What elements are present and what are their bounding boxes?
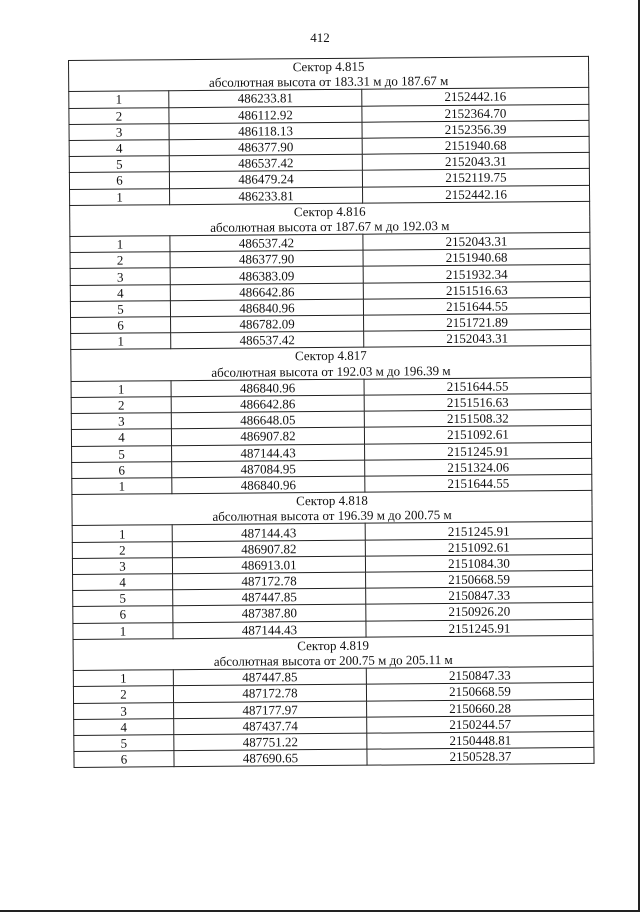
point-number: 1 [71, 333, 171, 350]
point-number: 4 [71, 429, 171, 446]
point-number: 6 [72, 461, 172, 478]
coordinate-y: 2152356.39 [362, 120, 589, 138]
sector-altitude: абсолютная высота от 192.03 м до 196.39 м [71, 361, 591, 381]
coordinate-x: 486840.96 [170, 299, 363, 317]
sector-altitude: абсолютная высота от 187.67 м до 192.03 м [70, 217, 590, 237]
sector-title: Сектор 4.818 [72, 490, 592, 510]
coordinate-x: 486537.42 [170, 234, 363, 252]
coordinate-x: 486233.81 [169, 90, 362, 108]
coordinate-x: 486118.13 [169, 122, 362, 140]
coordinate-y: 2150660.28 [367, 699, 594, 717]
coordinate-y: 2152043.31 [363, 232, 590, 250]
coordinate-y: 2151932.34 [363, 265, 590, 283]
point-number: 4 [69, 140, 169, 157]
coordinate-x: 486112.92 [169, 106, 362, 124]
coordinate-y: 2151644.55 [365, 474, 592, 492]
point-number: 2 [72, 541, 172, 558]
sector-title: Сектор 4.815 [69, 56, 589, 76]
coordinate-y: 2152119.75 [362, 169, 589, 187]
coordinate-x: 487144.43 [172, 444, 365, 462]
coordinate-y: 2152442.16 [363, 185, 590, 203]
coordinate-y: 2151084.30 [365, 554, 592, 572]
sector-title: Сектор 4.816 [70, 201, 590, 221]
point-number: 5 [74, 735, 174, 752]
coordinate-x: 486233.81 [170, 187, 363, 205]
coordinate-x: 487690.65 [174, 749, 367, 767]
sector-altitude: абсолютная высота от 200.75 м до 205.11 м [73, 651, 593, 671]
coordinate-x: 487144.43 [173, 621, 366, 639]
coordinate-x: 486907.82 [172, 540, 365, 558]
coordinate-x: 486377.90 [170, 250, 363, 268]
coordinate-x: 487144.43 [172, 524, 365, 542]
coordinate-x: 487447.85 [173, 588, 366, 606]
coordinate-x: 487172.78 [173, 684, 366, 702]
point-number: 3 [70, 268, 170, 285]
coordinate-y: 2151644.55 [364, 377, 591, 395]
coordinate-y: 2150448.81 [367, 731, 594, 749]
coordinate-x: 487751.22 [174, 733, 367, 751]
point-number: 1 [72, 478, 172, 495]
coordinate-x: 487387.80 [173, 605, 366, 623]
table-row [74, 747, 594, 767]
point-number: 6 [74, 751, 174, 768]
coordinate-y: 2150244.57 [367, 715, 594, 733]
coordinate-y: 2151245.91 [365, 522, 592, 540]
coordinate-x: 486648.05 [171, 411, 364, 429]
point-number: 5 [73, 590, 173, 607]
coordinate-x: 486642.86 [171, 395, 364, 413]
coordinates-document [68, 56, 594, 768]
coordinate-y: 2152043.31 [364, 330, 591, 348]
point-number: 3 [72, 558, 172, 575]
point-number: 4 [73, 574, 173, 591]
point-number: 6 [69, 172, 169, 189]
coordinate-y: 2151940.68 [363, 249, 590, 267]
coordinate-y: 2151516.63 [364, 393, 591, 411]
point-number: 4 [74, 718, 174, 735]
point-number: 2 [69, 107, 169, 124]
coordinate-y: 2151508.32 [364, 410, 591, 428]
coordinate-x: 486377.90 [169, 138, 362, 156]
coordinate-x: 486782.09 [171, 315, 364, 333]
point-number: 2 [71, 397, 171, 414]
point-number: 1 [70, 236, 170, 253]
coordinate-y: 2150847.33 [366, 587, 593, 605]
coordinate-y: 2150847.33 [366, 667, 593, 685]
coordinate-x: 487084.95 [172, 460, 365, 478]
point-number: 1 [72, 525, 172, 542]
coordinate-y: 2151324.06 [365, 458, 592, 476]
coordinate-y: 2150668.59 [366, 683, 593, 701]
point-number: 3 [71, 413, 171, 430]
coordinate-y: 2151940.68 [362, 136, 589, 154]
coordinate-x: 486479.24 [169, 171, 362, 189]
point-number: 6 [73, 606, 173, 623]
page-number: 412 [310, 30, 330, 45]
table-body [69, 56, 595, 767]
coordinate-y: 2152043.31 [362, 153, 589, 171]
point-number: 1 [71, 380, 171, 397]
coordinate-y: 2151516.63 [363, 281, 590, 299]
sector-altitude: абсолютная высота от 183.31 м до 187.67 м [69, 72, 589, 92]
coordinate-x: 487172.78 [173, 572, 366, 590]
point-number: 6 [71, 317, 171, 334]
point-number: 5 [72, 445, 172, 462]
coordinate-y: 2152442.16 [362, 88, 589, 106]
coordinate-y: 2151245.91 [365, 442, 592, 460]
coordinate-x: 486642.86 [170, 283, 363, 301]
point-number: 2 [70, 252, 170, 269]
point-number: 3 [74, 702, 174, 719]
coordinate-y: 2150926.20 [366, 603, 593, 621]
sector-title: Сектор 4.819 [73, 635, 593, 655]
sector-coordinates-table [68, 56, 595, 768]
coordinate-y: 2152364.70 [362, 104, 589, 122]
coordinate-x: 487177.97 [174, 701, 367, 719]
coordinate-x: 486840.96 [172, 476, 365, 494]
coordinate-y: 2150528.37 [367, 747, 594, 765]
coordinate-y: 2151092.61 [364, 426, 591, 444]
coordinate-x: 487447.85 [173, 668, 366, 686]
point-number: 4 [70, 284, 170, 301]
coordinate-x: 486383.09 [170, 267, 363, 285]
coordinate-y: 2151245.91 [366, 619, 593, 637]
coordinate-x: 486840.96 [171, 379, 364, 397]
point-number: 1 [69, 91, 169, 108]
point-number: 1 [70, 188, 170, 205]
point-number: 3 [69, 123, 169, 140]
coordinate-x: 486913.01 [172, 556, 365, 574]
coordinate-x: 486537.42 [171, 331, 364, 349]
coordinate-x: 486907.82 [171, 427, 364, 445]
point-number: 5 [70, 301, 170, 318]
point-number: 2 [73, 686, 173, 703]
point-number: 1 [73, 622, 173, 639]
coordinate-x: 487437.74 [174, 717, 367, 735]
coordinate-y: 2150668.59 [366, 570, 593, 588]
sector-altitude: абсолютная высота от 196.39 м до 200.75 м [72, 506, 592, 526]
coordinate-y: 2151092.61 [365, 538, 592, 556]
sector-title: Сектор 4.817 [71, 346, 591, 366]
coordinate-x: 486537.42 [169, 154, 362, 172]
coordinate-y: 2151644.55 [363, 297, 590, 315]
coordinate-y: 2151721.89 [364, 313, 591, 331]
point-number: 5 [69, 156, 169, 173]
point-number: 1 [73, 670, 173, 687]
